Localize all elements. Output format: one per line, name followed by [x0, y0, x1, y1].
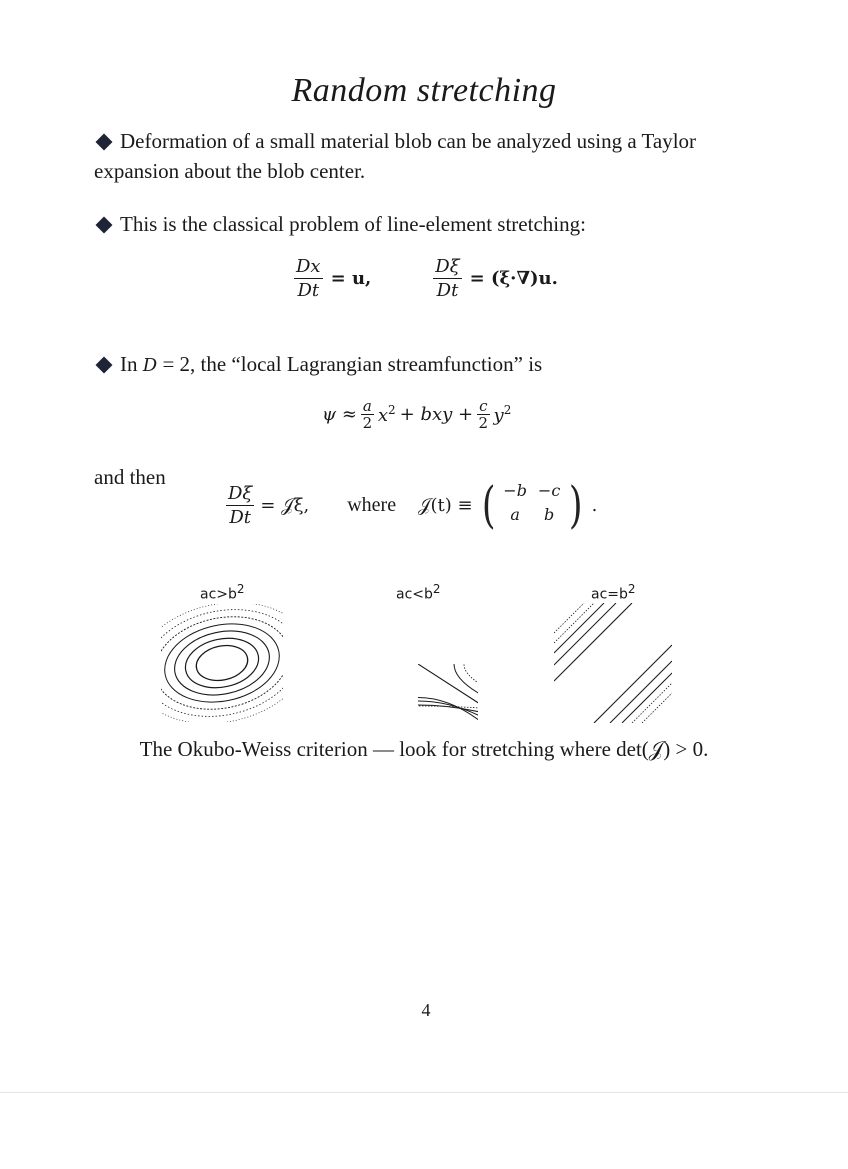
left-paren: ( — [481, 476, 496, 534]
bullet-3-prefix: In — [120, 352, 143, 376]
fraction-a-2 — [361, 398, 374, 431]
panel-label-elliptic — [200, 582, 245, 603]
frac-den: Dt — [297, 280, 320, 301]
contour-hyperbola — [464, 644, 478, 684]
contour-line — [642, 693, 672, 723]
figure-caption: The Okubo-Weiss criterion — look for stretching where det(𝒥) > 0. — [139, 737, 709, 761]
bullet-3 — [94, 349, 754, 381]
contour-ellipse — [169, 623, 276, 704]
frac-den: 2 — [478, 414, 489, 432]
matrix-entries — [498, 481, 566, 529]
bullet-1-text: Deformation of a small material blob can be analyzed using a Taylor expansion about the blob center. — [94, 129, 697, 183]
scan-edge — [0, 1092, 848, 1093]
bxy-term: + bxy + — [399, 404, 474, 425]
frac-den: Dt — [229, 506, 252, 528]
bullet-1 — [94, 126, 754, 186]
and-then-text: and then — [94, 465, 166, 489]
diamond-bullet-icon — [96, 217, 113, 234]
label-base: ac<b — [396, 586, 433, 603]
bullet-3-math: D — [142, 355, 158, 376]
separatrix — [358, 624, 478, 704]
label-base: ac>b — [200, 586, 237, 603]
contour-hyperbola — [454, 634, 478, 694]
panel-label-shear — [591, 582, 636, 603]
label-exp: 2 — [627, 582, 636, 596]
contour-ellipse — [160, 605, 284, 721]
frac-den: 2 — [362, 414, 373, 432]
where-word: where — [347, 493, 397, 516]
contour-hyperbola — [358, 612, 478, 627]
equation-jacobian — [226, 476, 598, 534]
frac-num: Dξ — [228, 482, 253, 504]
fraction-c-2 — [477, 398, 489, 431]
frac-num: Dξ — [435, 256, 460, 277]
contour-ellipse — [160, 614, 284, 712]
exponent: 2 — [503, 403, 512, 417]
label-exp: 2 — [236, 582, 245, 596]
jacobian-def: 𝒥(t) ≡ — [418, 494, 473, 516]
diamond-bullet-icon — [96, 357, 113, 374]
frac-num: a — [362, 397, 372, 415]
fraction-dx-dt — [294, 256, 323, 301]
bullet-2 — [94, 209, 754, 239]
equation-line-element — [294, 256, 558, 301]
frac-num: Dx — [296, 256, 321, 277]
diamond-bullet-icon — [96, 134, 113, 151]
eq3-tail: . — [591, 494, 598, 516]
label-base: ac=b — [591, 586, 628, 603]
matrix-entry: a — [510, 505, 520, 524]
right-paren: ) — [569, 476, 583, 534]
eq3-rhs: = 𝒥ξ, — [260, 494, 310, 516]
jacobian-matrix — [479, 476, 586, 534]
matrix-entry: −b — [503, 481, 527, 500]
frac-den: Dt — [436, 280, 459, 301]
contour-hyperbola — [358, 616, 478, 623]
matrix-entry: b — [543, 505, 555, 524]
contour-ellipse — [160, 603, 284, 723]
page-number: 4 — [421, 1000, 431, 1020]
contour-line — [622, 673, 672, 723]
contour-ellipse — [193, 641, 251, 685]
contour-line — [554, 603, 604, 653]
eq1-rhs1: = u, — [330, 268, 372, 289]
bullet-3-text: = 2, the “local Lagrangian streamfunction” is — [157, 352, 543, 376]
y-var: y — [493, 405, 504, 426]
contour-hyperbola — [358, 607, 478, 631]
contour-hyperbola — [358, 644, 372, 684]
x-var: x — [377, 405, 389, 426]
frac-num: c — [479, 397, 488, 415]
panel-elliptic-contours — [160, 603, 284, 723]
equation-streamfunction — [322, 398, 511, 431]
contour-hyperbola — [358, 620, 478, 622]
page-title: Random stretching — [291, 72, 557, 109]
contour-hyperbola — [358, 634, 382, 694]
contour-ellipse — [160, 603, 284, 723]
eq1-rhs2: = (ξ·∇)u. — [469, 268, 558, 289]
contour-line — [632, 683, 672, 723]
panel-label-hyperbolic — [396, 582, 441, 603]
matrix-entry: −c — [537, 481, 561, 500]
psi-symbol: ψ ≈ — [322, 404, 357, 425]
label-exp: 2 — [432, 582, 441, 596]
bullet-2-text: This is the classical problem of line-element stretching: — [120, 212, 586, 236]
contour-hyperbola — [358, 705, 478, 712]
panel-hyperbolic-contours — [358, 603, 478, 725]
exponent: 2 — [388, 403, 396, 417]
contour-line — [554, 603, 584, 633]
panel-shear-contours — [554, 603, 672, 723]
fraction-dxi-dt — [433, 256, 461, 301]
contour-line — [554, 603, 594, 643]
fraction-dxi-dt — [226, 483, 254, 528]
